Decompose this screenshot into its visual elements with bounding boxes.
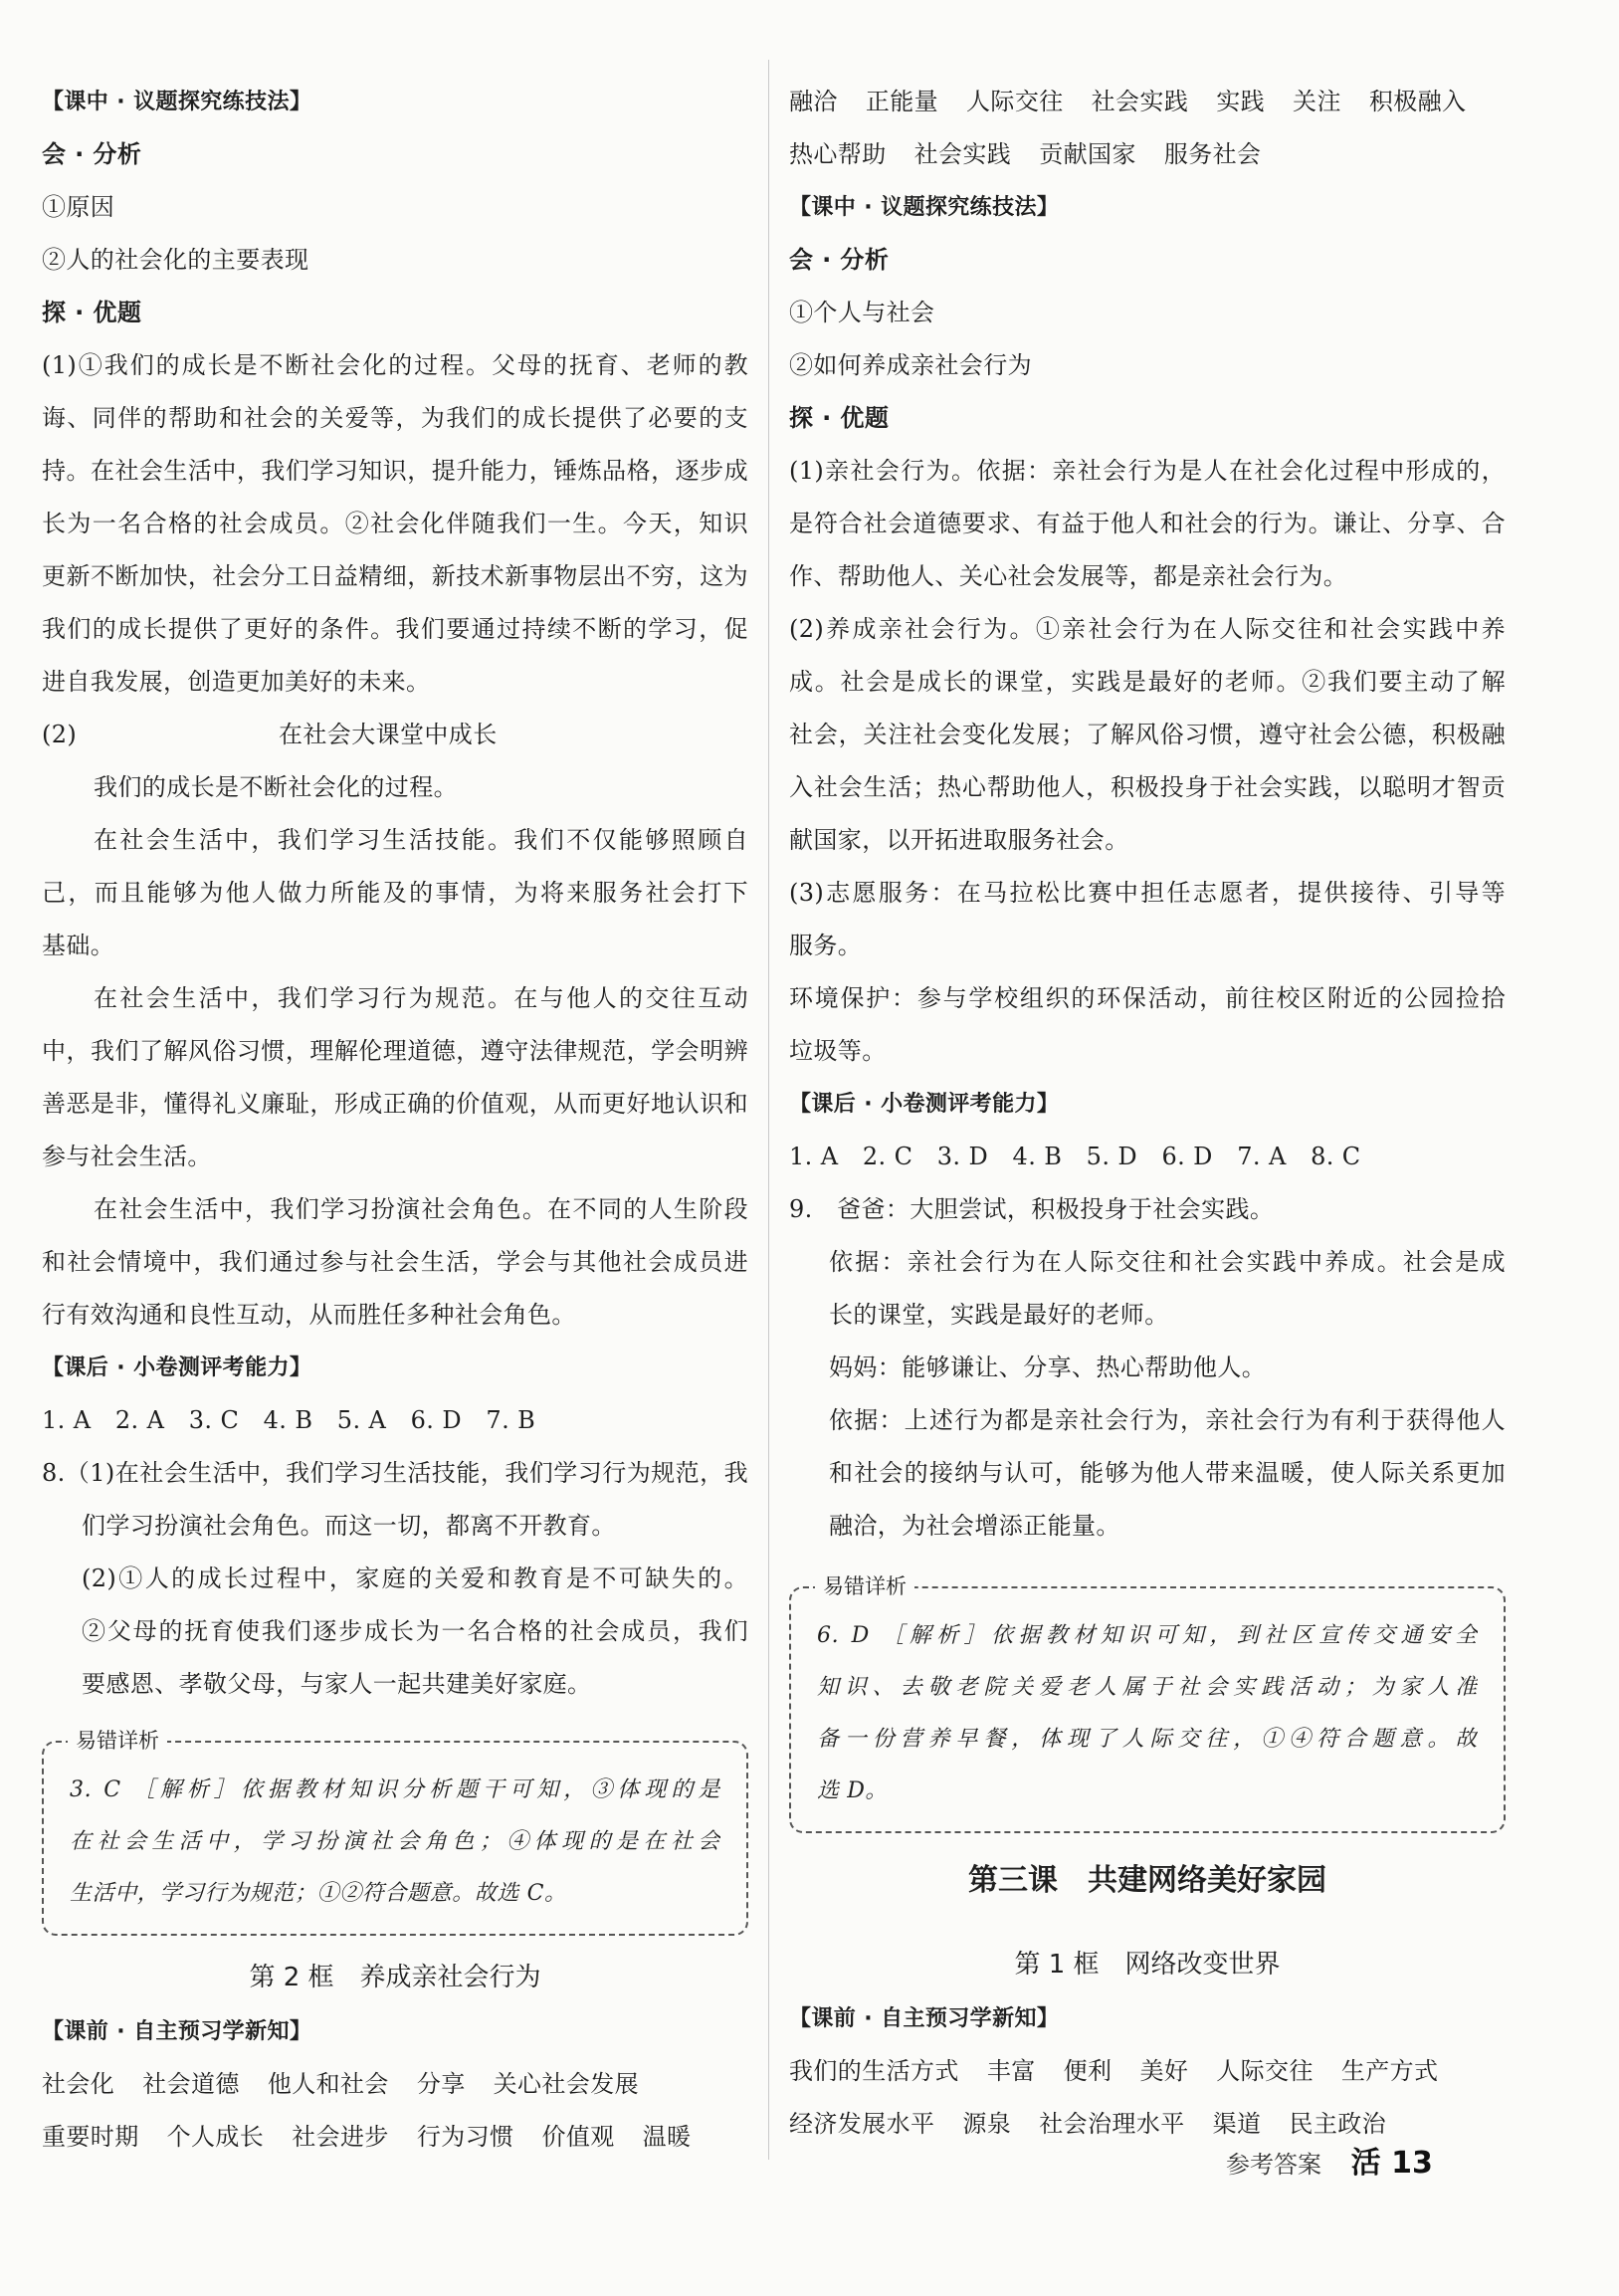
text-line: 妈妈：能够谦让、分享、热心帮助他人。 [829, 1354, 1267, 1381]
keyword: 正能量 [865, 88, 939, 115]
text-line: 服务。 [789, 932, 863, 959]
text-line: 垃圾等。 [789, 1037, 887, 1065]
keyword: 热心帮助 [789, 140, 887, 168]
keyword: 社会治理水平 [1039, 2110, 1185, 2138]
text-line: 依据：亲社会行为在人际交往和社会实践中养成。社会是成 [829, 1248, 1506, 1276]
section-header: 【课中 · 议题探究练技法】 [789, 195, 1060, 220]
keyword: 价值观 [541, 2123, 615, 2151]
keyword-row [42, 2111, 748, 2164]
keyword: 社会道德 [142, 2070, 240, 2098]
text-line: 和社会情境中，我们通过参与社会生活，学会与其他社会成员进 [42, 1248, 748, 1276]
text-line: 我们的成长是不断社会化的过程。 [94, 773, 458, 801]
keyword: 实践 [1216, 88, 1266, 115]
keyword-row [789, 2045, 1506, 2098]
keyword: 行为习惯 [416, 2123, 514, 2151]
keyword: 关心社会发展 [493, 2070, 640, 2098]
keyword: 渠道 [1212, 2110, 1262, 2138]
right-column [789, 76, 1506, 2151]
keyword-row [789, 76, 1506, 128]
keyword: 温暖 [642, 2123, 692, 2151]
text-line: 9. 爸爸：大胆尝试，积极投身于社会实践。 [789, 1195, 1275, 1223]
keyword: 关注 [1293, 88, 1341, 115]
text-line: 更新不断加快，社会分工日益精细，新技术新事物层出不穷，这为 [42, 562, 748, 590]
keyword: 个人成长 [166, 2123, 265, 2151]
keyword: 源泉 [962, 2110, 1012, 2138]
text-line: 在社会生活中，我们学习生活技能。我们不仅能够照顾自 [94, 826, 748, 854]
question-8 [42, 1447, 748, 1711]
text-line: (2)养成亲社会行为。①亲社会行为在人际交往和社会实践中养 [789, 615, 1506, 643]
keyword-row [42, 2058, 748, 2111]
page-footer [1226, 2138, 1433, 2182]
box-body [70, 1765, 720, 1920]
error-analysis-box [42, 1729, 748, 1936]
keyword: 服务社会 [1163, 140, 1262, 168]
keyword: 积极融入 [1368, 88, 1467, 115]
text-line: 们学习扮演社会角色。而这一切，都离不开教育。 [82, 1512, 616, 1540]
keyword: 丰富 [986, 2057, 1036, 2085]
text-line: 入社会生活；热心帮助他人，积极投身于社会实践，以聪明才智贡 [789, 773, 1506, 801]
text-line: 长的课堂，实践是最好的老师。 [829, 1301, 1169, 1329]
text-line: 持。在社会生活中，我们学习知识，提升能力，锤炼品格，逐步成 [42, 457, 748, 485]
question-9 [789, 1183, 1506, 1553]
text-line: 长为一名合格的社会成员。②社会化伴随我们一生。今天，知识 [42, 510, 748, 537]
keyword: 美好 [1139, 2057, 1189, 2085]
section-header: 【课后 · 小卷测评考能力】 [42, 1356, 312, 1380]
essay-title-line [42, 709, 748, 761]
keyword: 人际交往 [1216, 2057, 1314, 2085]
keyword: 生产方式 [1340, 2057, 1439, 2085]
text-line: 参与社会生活。 [42, 1143, 212, 1170]
text-line: 是符合社会道德要求、有益于他人和社会的行为。谦让、分享、合 [789, 510, 1506, 537]
text-line: 6. D ［解析］依据教材知识可知，到社区宣传交通安全 [817, 1623, 1478, 1648]
keyword: 他人和社会 [267, 2070, 389, 2098]
text-line: 8.（1)在社会生活中，我们学习生活技能，我们学习行为规范，我 [42, 1459, 748, 1487]
box-tag: 易错详析 [68, 1727, 167, 1755]
section-header: 【课中 · 议题探究练技法】 [42, 90, 312, 114]
text-line: ②如何养成亲社会行为 [789, 351, 1032, 379]
text-line: ①个人与社会 [789, 299, 935, 326]
keyword: 社会实践 [1091, 88, 1189, 115]
column-divider [768, 60, 769, 2160]
text-line: 环境保护：参与学校组织的环保活动，前往校区附近的公园捡拾 [789, 984, 1506, 1012]
section-header: 【课后 · 小卷测评考能力】 [789, 1092, 1060, 1117]
keyword: 我们的生活方式 [789, 2057, 959, 2085]
keyword-row [789, 128, 1506, 181]
keyword: 社会进步 [292, 2123, 389, 2151]
section-header: 【课前 · 自主预习学新知】 [42, 2019, 312, 2044]
lesson-title: 第三课 共建网络美好家园 [968, 1863, 1326, 1898]
keyword: 社会化 [42, 2070, 115, 2098]
essay-title: 在社会大课堂中成长 [279, 721, 498, 748]
text-line: 己，而且能够为他人做力所能及的事情，为将来服务社会打下 [42, 879, 748, 907]
keyword: 经济发展水平 [789, 2110, 935, 2138]
keyword: 民主政治 [1289, 2110, 1387, 2138]
keyword: 分享 [416, 2070, 466, 2098]
text-line: 作、帮助他人、关心社会发展等，都是亲社会行为。 [789, 562, 1348, 590]
text-line: 在社会生活中，我们学习扮演社会角色。在不同的人生阶段 [94, 1195, 748, 1223]
text-line: (1)亲社会行为。依据：亲社会行为是人在社会化过程中形成的， [789, 457, 1506, 485]
subheading: 会 · 分析 [42, 140, 142, 168]
text-line: 备一份营养早餐，体现了人际交往，①④符合题意。故 [817, 1727, 1478, 1752]
section-header: 【课前 · 自主预习学新知】 [789, 2006, 1060, 2031]
essay-body [42, 761, 748, 1342]
text-line: 中，我们了解风俗习惯，理解伦理道德，遵守法律规范，学会明辨 [42, 1037, 748, 1065]
text-line: 成。社会是成长的课堂，实践是最好的老师。②我们要主动了解 [789, 668, 1506, 696]
keyword: 社会实践 [913, 140, 1012, 168]
text-line: 在社会生活中，学习扮演社会角色；④体现的是在社会 [70, 1829, 720, 1854]
left-column [42, 76, 748, 2164]
text-line: 社会，关注社会变化发展；了解风俗习惯，遵守社会公德，积极融 [789, 721, 1506, 748]
text-line: (2)①人的成长过程中，家庭的关爱和教育是不可缺失的。 [82, 1565, 748, 1592]
text-line: 在社会生活中，我们学习行为规范。在与他人的交往互动 [94, 984, 748, 1012]
text-line: 生活中，学习行为规范；①②符合题意。故选 C。 [70, 1881, 567, 1906]
text-line: 知识、去敬老院关爱老人属于社会实践活动；为家人准 [817, 1675, 1478, 1700]
text-line: 和社会的接纳与认可，能够为他人带来温暖，使人际关系更加 [829, 1459, 1506, 1487]
box-tag: 易错详析 [815, 1572, 914, 1600]
text-line: 进自我发展，创造更加美好的未来。 [42, 668, 431, 696]
footer-label: 参考答案 [1226, 2151, 1321, 2179]
text-line: (3)志愿服务：在马拉松比赛中担任志愿者，提供接待、引导等 [789, 879, 1506, 907]
keyword: 便利 [1063, 2057, 1113, 2085]
subheading: 会 · 分析 [789, 246, 890, 274]
text-line: ①原因 [42, 193, 115, 221]
text-line: 3. C ［解析］依据教材知识分析题干可知，③体现的是 [70, 1777, 720, 1802]
text-line: 依据：上述行为都是亲社会行为，亲社会行为有利于获得他人 [829, 1406, 1506, 1434]
text-line: 诲、同伴的帮助和社会的关爱等，为我们的成长提供了必要的支 [42, 404, 748, 432]
text-line: 基础。 [42, 932, 115, 959]
lesson-frame-title: 第 2 框 养成亲社会行为 [249, 1963, 541, 1992]
box-body [817, 1610, 1478, 1817]
answer-body [789, 445, 1506, 1078]
essay-number: (2) [42, 721, 78, 748]
text-line: 善恶是非，懂得礼义廉耻，形成正确的价值观，从而更好地认识和 [42, 1090, 748, 1118]
text-line: 要感恩、孝敬父母，与家人一起共建美好家庭。 [82, 1670, 592, 1698]
answer-key: 1. A 2. C 3. D 4. B 5. D 6. D 7. A 8. C [789, 1143, 1361, 1170]
text-line: 行有效沟通和良性互动，从而胜任多种社会角色。 [42, 1301, 576, 1329]
text-line: ②父母的抚育使我们逐步成长为一名合格的社会成员，我们 [82, 1617, 748, 1645]
text-line: ②人的社会化的主要表现 [42, 246, 309, 274]
text-line: (1)①我们的成长是不断社会化的过程。父母的抚育、老师的教 [42, 351, 748, 379]
text-line: 融洽，为社会增添正能量。 [829, 1512, 1120, 1540]
lesson-frame-title: 第 1 框 网络改变世界 [1014, 1950, 1281, 1980]
error-analysis-box [789, 1574, 1506, 1833]
subheading: 探 · 优题 [789, 404, 890, 432]
keyword: 人际交往 [966, 88, 1064, 115]
keyword: 贡献国家 [1039, 140, 1136, 168]
page-number: 活 13 [1350, 2146, 1433, 2181]
answer-key: 1. A 2. A 3. C 4. B 5. A 6. D 7. B [42, 1406, 536, 1434]
text-line: 献国家，以开拓进取服务社会。 [789, 826, 1129, 854]
text-line: 选 D。 [817, 1778, 889, 1803]
keyword: 重要时期 [42, 2123, 139, 2151]
subheading: 探 · 优题 [42, 299, 142, 326]
keyword: 融洽 [789, 88, 838, 115]
text-line: 我们的成长提供了更好的条件。我们要通过持续不断的学习，促 [42, 615, 748, 643]
